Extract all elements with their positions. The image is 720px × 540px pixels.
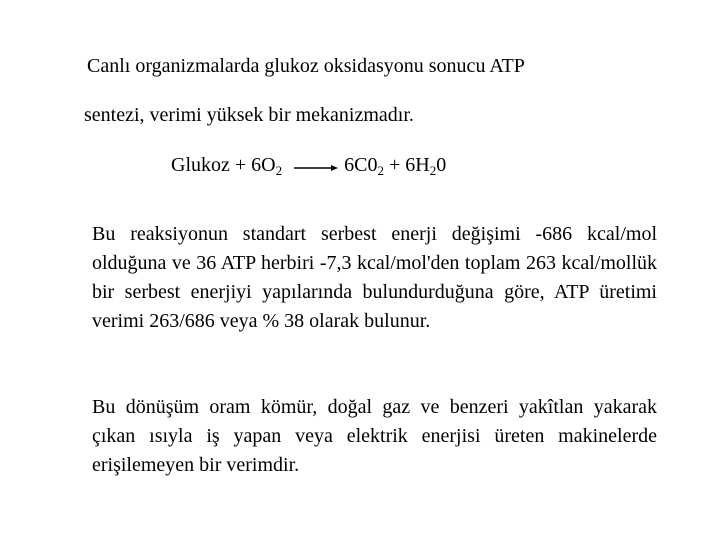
intro-line-1: Canlı organizmalarda glukoz oksidasyonu sonucu ATP bbox=[87, 55, 525, 77]
paragraph-efficiency: Bu reaksiyonun standart serbest enerji değişimi -686 kcal/mol olduğuna ve 36 ATP herbiri -7,3 kcal/mol'den toplam 263 kcal/mollük bir serbest enerjiyi yapılarında bulundurduğuna göre, ATP üretimi verimi 263/686 veya % 38 olarak bulunur. bbox=[92, 223, 657, 332]
reactant-text: Glukoz + 6O bbox=[171, 154, 276, 176]
product-co2-text: 6C0 bbox=[344, 154, 378, 176]
product-h2o-text: + 6H bbox=[383, 154, 430, 176]
paragraph-comparison: Bu dönüşüm oram kömür, doğal gaz ve benzeri yakîtlan yakarak çıkan ısıyla iş yapan veya elektrik enerjisi üreten makinelerde erişilemeyen bir verimdir. bbox=[92, 396, 657, 476]
intro-line-2: sentezi, verimi yüksek bir mekanizmadır. bbox=[84, 104, 414, 126]
product-h2o-end: 0 bbox=[436, 154, 447, 176]
equation-reactants bbox=[171, 153, 282, 177]
product-co2-subscript: 2 bbox=[377, 163, 384, 178]
reactant-subscript: 2 bbox=[275, 163, 283, 178]
equation-products bbox=[344, 153, 446, 177]
reaction-arrow-icon bbox=[294, 162, 338, 172]
product-h2o-subscript: 2 bbox=[429, 163, 437, 178]
reaction-equation bbox=[171, 153, 446, 177]
